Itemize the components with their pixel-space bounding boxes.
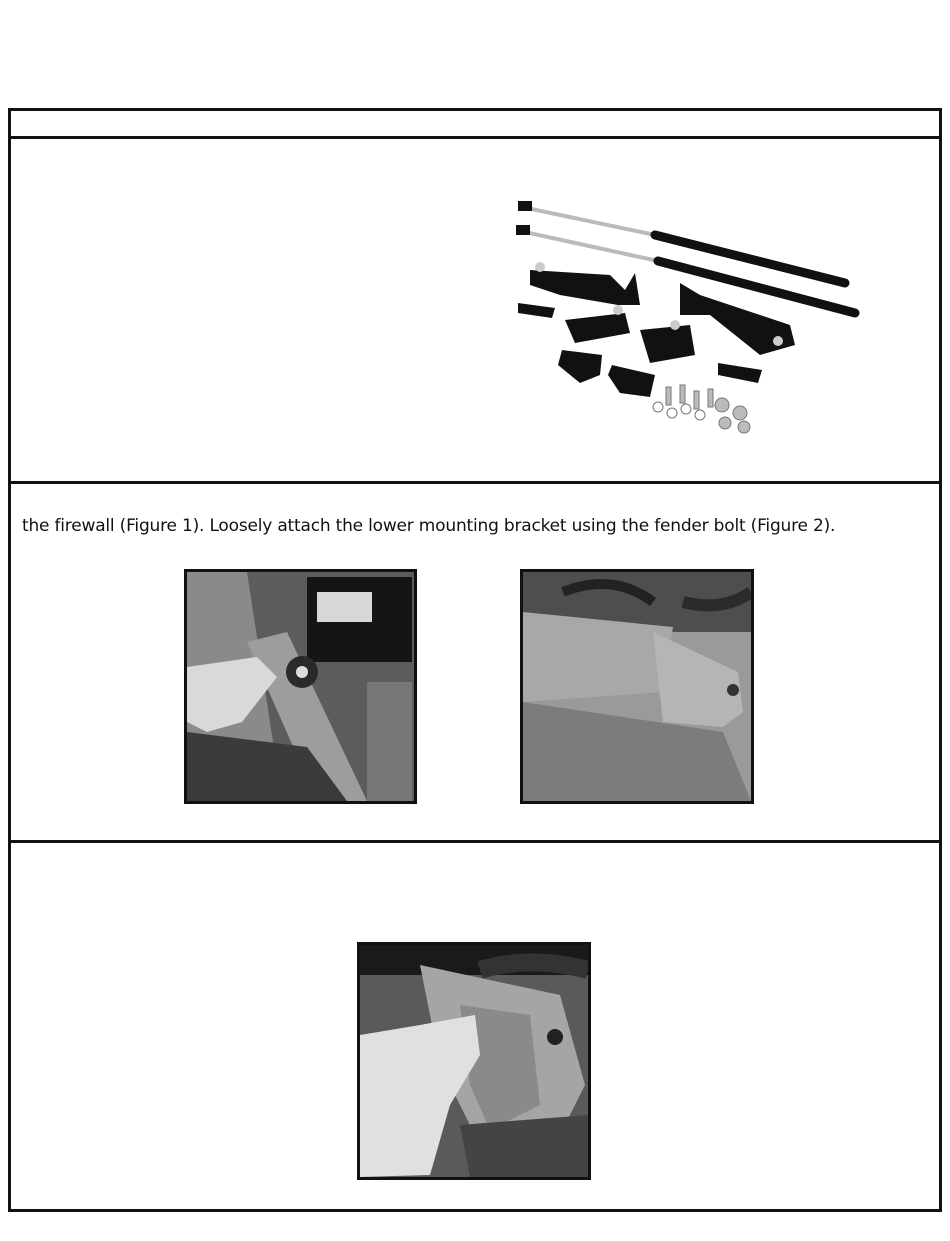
strut-2-end bbox=[516, 225, 530, 235]
figure-3-illustration bbox=[360, 945, 588, 1177]
figure-1-photo bbox=[184, 569, 417, 804]
strut-1-end bbox=[518, 201, 532, 211]
figure-2-photo bbox=[520, 569, 754, 804]
figure-1-illustration bbox=[187, 572, 414, 801]
stud-4 bbox=[773, 336, 783, 346]
hardware-group bbox=[653, 385, 750, 433]
strut-1-rod bbox=[522, 207, 655, 235]
kit-parts-photo bbox=[500, 165, 910, 455]
stud-1 bbox=[535, 262, 545, 272]
figure-2-illustration bbox=[523, 572, 751, 801]
strut-2-rod bbox=[520, 231, 658, 261]
plate-4 bbox=[718, 363, 762, 383]
strut-1-body bbox=[655, 235, 845, 283]
stud-2 bbox=[613, 305, 623, 315]
stud-3 bbox=[670, 320, 680, 330]
plate-3 bbox=[640, 325, 695, 363]
figure-3-photo bbox=[357, 942, 591, 1180]
plate-6 bbox=[608, 365, 655, 397]
header-row-divider bbox=[8, 136, 942, 139]
plate-1 bbox=[518, 303, 555, 318]
section-divider-1 bbox=[8, 481, 942, 484]
kit-parts-illustration bbox=[500, 165, 910, 455]
section-divider-2 bbox=[8, 840, 942, 843]
plate-2 bbox=[565, 313, 630, 343]
step-2-instruction: the firewall (Figure 1). Loosely attach the lower mounting bracket using the fender bolt (Figure 2). bbox=[22, 516, 836, 536]
plate-5 bbox=[558, 350, 602, 383]
bracket-1 bbox=[530, 270, 640, 305]
